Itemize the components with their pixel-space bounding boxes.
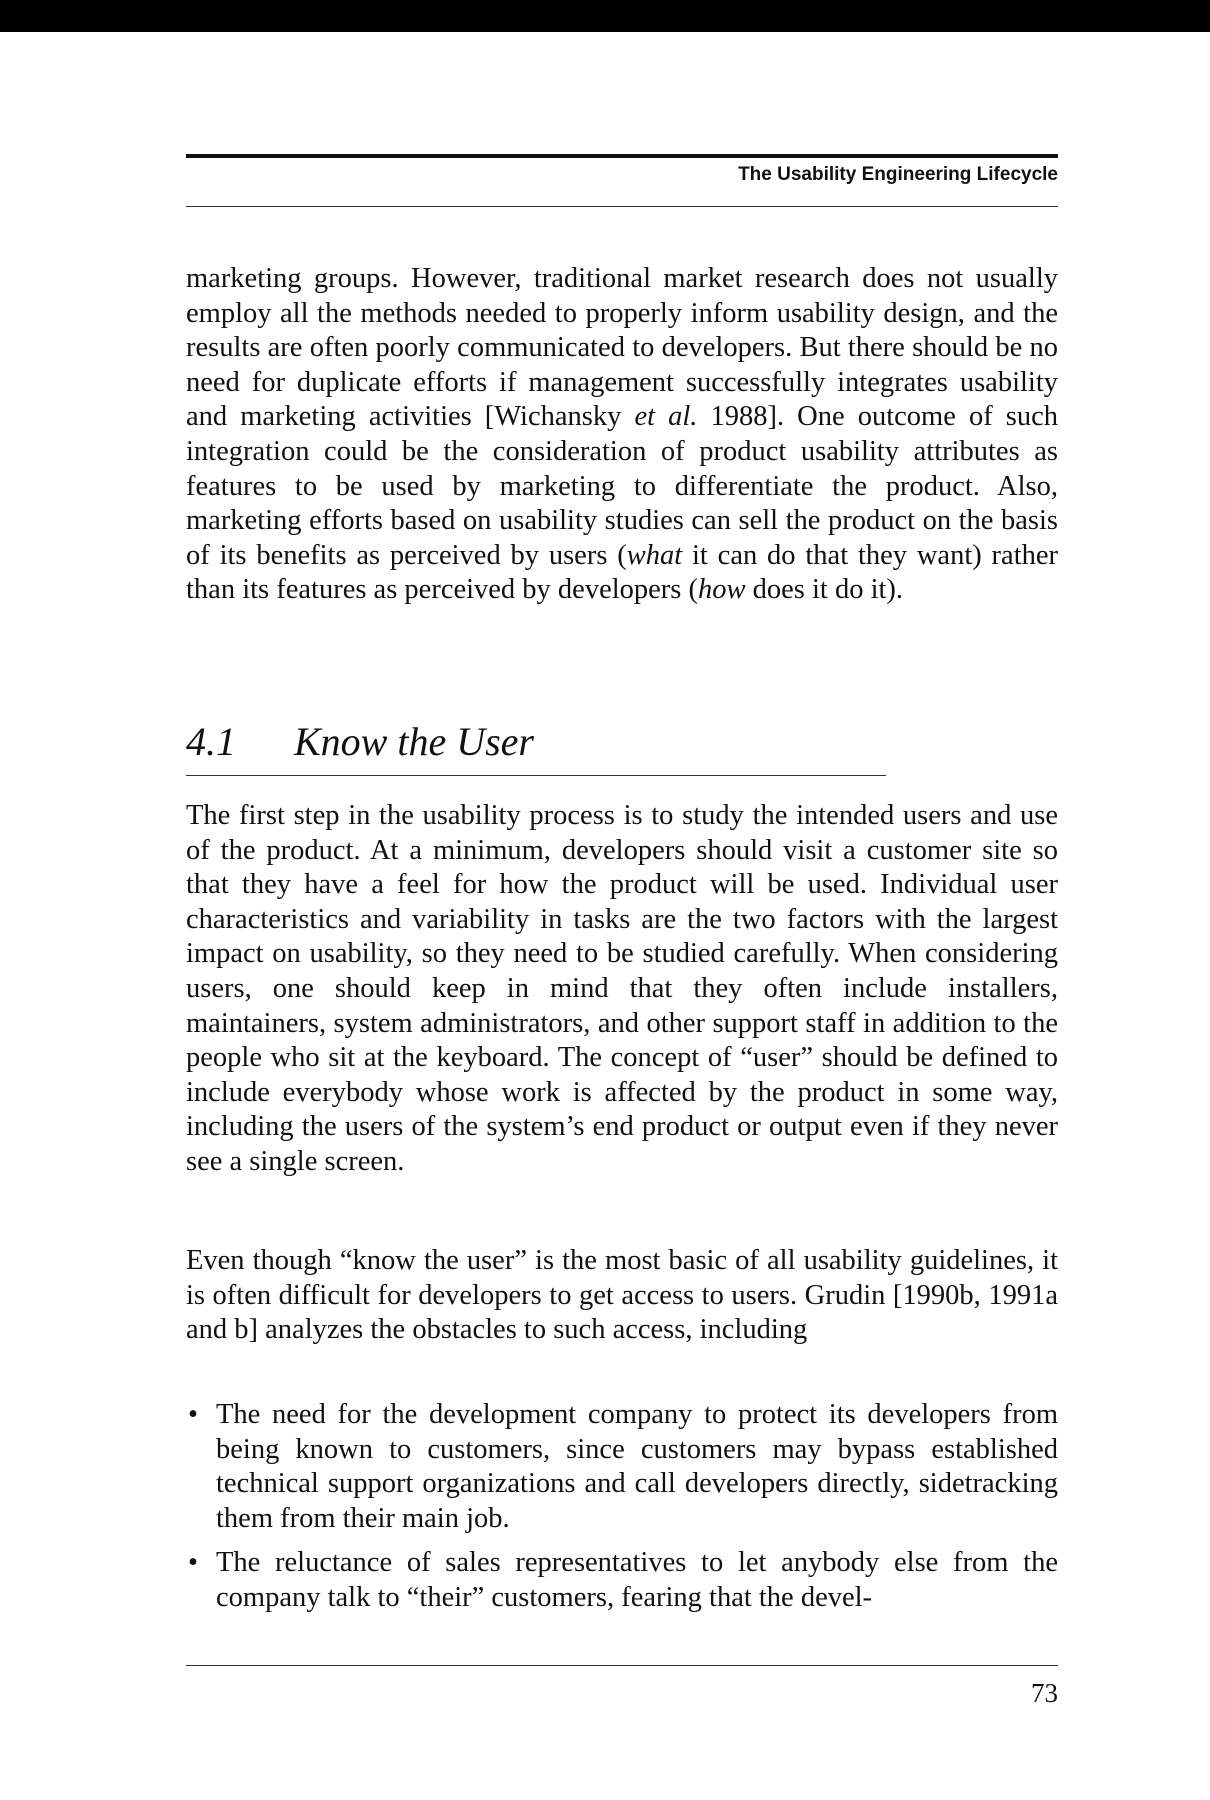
running-head: The Usability Engineering Lifecycle	[738, 164, 1058, 185]
section-number: 4.1	[186, 719, 236, 764]
page-number: 73	[1031, 1678, 1058, 1708]
italic-term: how	[698, 574, 746, 606]
footer-rule	[186, 1665, 1058, 1666]
list-item-text: The need for the development company to protect its developers from being known to customers, since customers may bypass established technical support organizations and call developers directly, sidetracking them from their main job.	[216, 1399, 1058, 1534]
italic-term: what	[626, 539, 683, 571]
section-rule	[186, 775, 886, 776]
paragraph-text: does it do it).	[745, 574, 904, 606]
list-item	[186, 1398, 1058, 1536]
bullet-icon: •	[188, 1547, 198, 1579]
paragraph-text: marketing groups. However, traditional market research does not usually employ all the methods needed to properly inform usability design, and the results are often poorly communicated to developers. But there should be no need for duplicate efforts if management successfully integrates usability and marketing activities [Wichansky	[186, 263, 1058, 433]
list-item	[186, 1546, 1058, 1615]
section-title: Know the User	[294, 719, 534, 764]
list-item-text: The reluctance of sales representatives to let anybody else from the company talk to “their” customers, fearing that the devel-	[216, 1547, 1058, 1613]
section-heading	[186, 718, 886, 766]
scan-top-border	[0, 0, 1210, 32]
paragraph-marketing	[186, 262, 1058, 608]
obstacles-list	[186, 1398, 1058, 1626]
italic-term: et al.	[634, 401, 698, 433]
header-rule-top	[186, 154, 1058, 158]
paragraph-text: 1988]. One outcome of such integration could be the consideration of product usability attributes as features to be used by marketing to differentiate the product. Also, marketing efforts based on usability studies can sell the product on the basis of its benefits as perceived by users (	[186, 401, 1059, 571]
bullet-icon: •	[188, 1399, 198, 1430]
paragraph-obstacles: Even though “know the user” is the most basic of all usability guidelines, it is often difficult for developers to get access to users. Grudin [1990b, 1991a and b] analyzes the obstacles to such access, including	[186, 1245, 1058, 1346]
paragraph-text: it can do that they want) rather than its features as perceived by developers (	[186, 539, 1059, 606]
paragraph-know-user: The first step in the usability process is to study the intended users and use of the product. At a minimum, developers should visit a customer site so that they have a feel for how the product will be used. Individual user characteristics and variability in tasks are the two factors with the largest impact on usability, so they need to be studied carefully. When considering users, one should keep in mind that they often include installers, maintainers, system administrators, and other support staff in addition to the people who sit at the keyboard. The concept of “user” should be defined to include everybody whose work is affected by the product in some way, including the users of the system’s end product or output even if they never see a single screen.	[186, 800, 1058, 1177]
header-rule-bottom	[186, 206, 1058, 207]
